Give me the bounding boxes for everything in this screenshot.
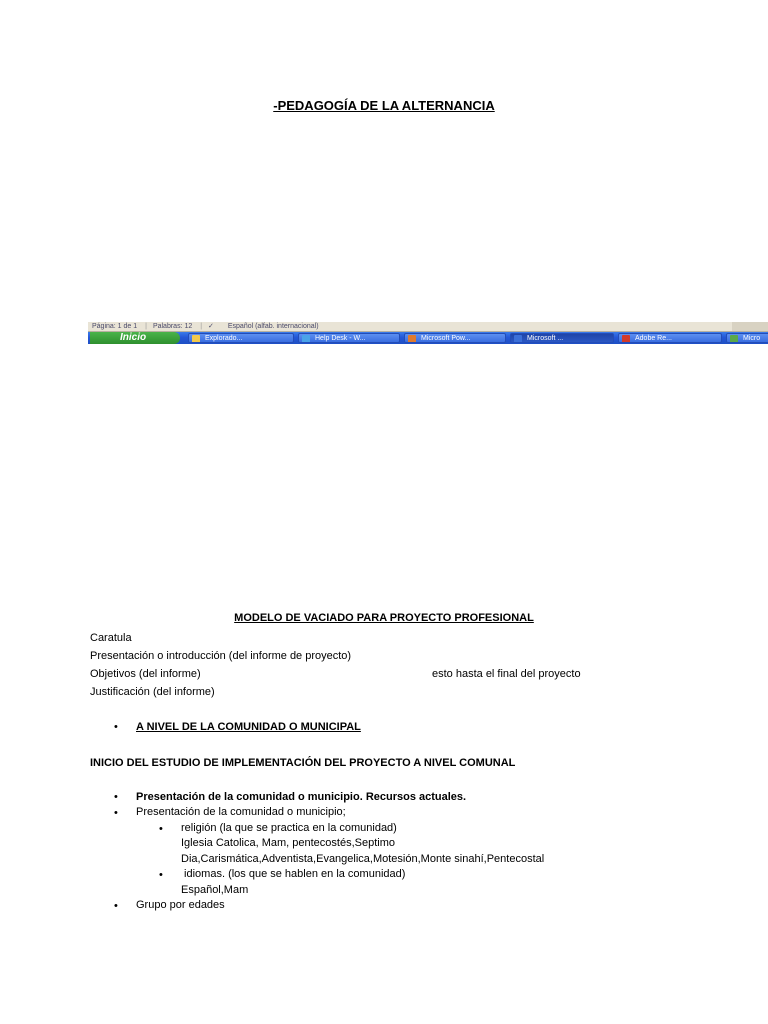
line-justificacion: Justificación (del informe) [90,686,215,698]
task-button [188,333,294,343]
sub-idiomas: idiomas. (los que se hablen en la comunidad) [181,868,406,880]
task-label: Micro [743,335,761,342]
line-caratula: Caratula [90,632,132,644]
task-button [618,333,722,343]
line-note: esto hasta el final del proyecto [432,668,581,680]
start-button: Inicio [90,332,180,344]
bullet-presentacion-recursos: Presentación de la comunidad o municipio. Recursos actuales. [136,791,467,803]
tray-area [732,322,768,331]
bullet-marker: • [114,721,118,733]
bullet-marker: • [114,807,118,819]
task-label: Adobe Re... [635,335,672,342]
taskbar [88,332,768,344]
bullet-marker: • [159,823,163,835]
bullet-grupo-edades: Grupo por edades [136,899,225,911]
word-status-bar: Página: 1 de 1 | Palabras: 12 | ✓ Español (alfab. internacional) [88,322,768,332]
section-comunidad: A NIVEL DE LA COMUNIDAD O MUNICIPAL [136,721,361,733]
sub-religion-line2: Iglesia Catolica, Mam, pentecostés,Septimo [181,837,395,849]
task-button [404,333,506,343]
status-language: Español (alfab. internacional) [227,323,319,330]
status-page: Página: 1 de 1 [92,323,138,330]
sub-religion: religión (la que se practica en la comunidad) [181,822,397,834]
document-title: -PEDAGOGÍA DE LA ALTERNANCIA [273,98,495,113]
task-button [726,333,768,343]
sub-religion-line3: Dia,Carismática,Adventista,Evangelica,Motesión,Monte sinahí,Pentecostal [181,853,545,865]
line-presentacion: Presentación o introducción (del informe de proyecto) [90,650,352,662]
pdf-icon [622,335,630,343]
excel-icon [730,335,738,343]
bullet-marker: • [159,869,163,881]
task-label: Help Desk - W... [315,335,366,342]
sub-idiomas-line2: Español,Mam [181,884,249,896]
section-inicio: INICIO DEL ESTUDIO DE IMPLEMENTACIÓN DEL PROYECTO A NIVEL COMUNAL [90,757,516,769]
line-objetivos: Objetivos (del informe) [90,668,201,680]
task-label: Microsoft ... [527,335,564,342]
bullet-presentacion-comunidad: Presentación de la comunidad o municipio; [136,806,346,818]
word-icon [514,335,522,343]
bullet-marker: • [114,900,118,912]
bullet-marker: • [114,791,118,803]
model-heading: MODELO DE VACIADO PARA PROYECTO PROFESIONAL [234,612,534,624]
powerpoint-icon [408,335,416,343]
browser-icon [302,335,310,343]
embedded-taskbar-image [88,322,768,344]
task-label: Explorado... [205,335,243,342]
spellcheck-icon: ✓ [208,323,214,330]
task-label: Microsoft Pow... [421,335,471,342]
task-button [298,333,400,343]
folder-icon [192,335,200,343]
task-button [510,333,614,343]
status-words: Palabras: 12 [152,323,193,330]
